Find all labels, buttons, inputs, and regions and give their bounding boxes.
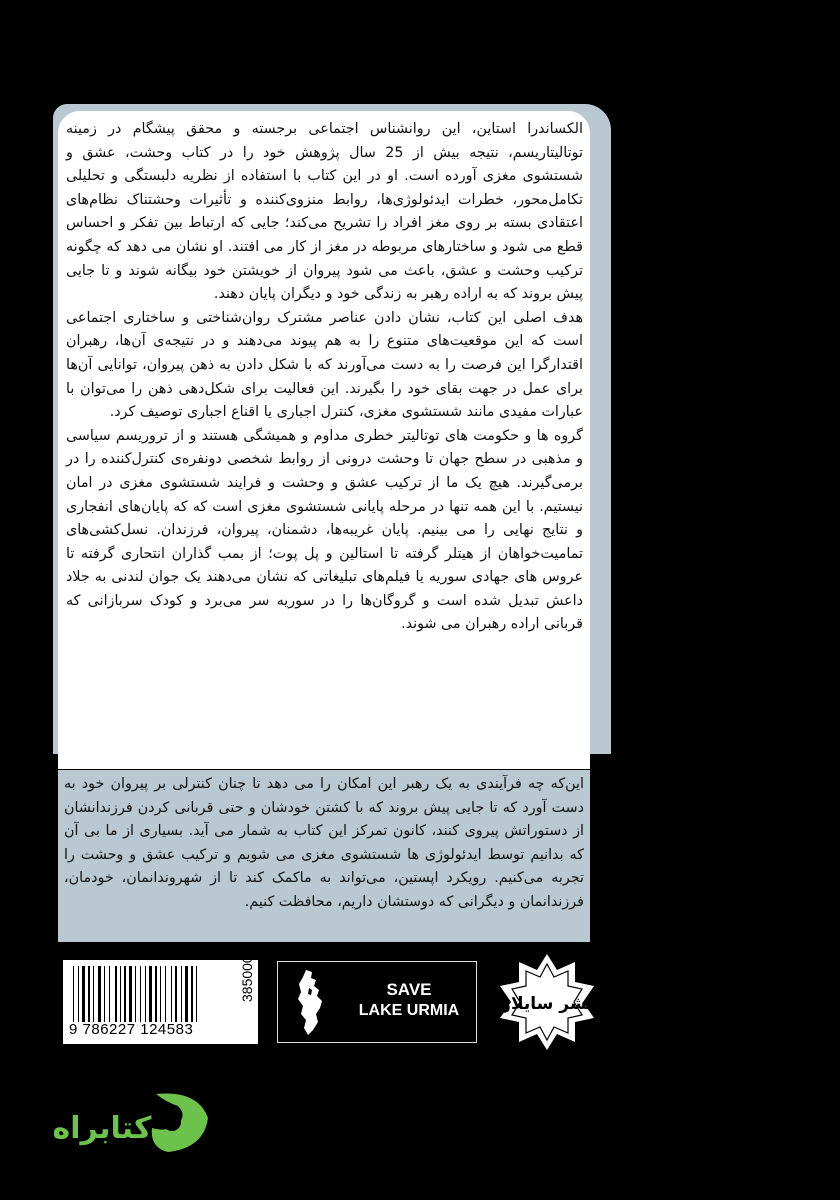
campaign-line-2: LAKE URMIA bbox=[358, 1002, 460, 1019]
highlight-paragraph: این‌که چه فرآیندی به یک رهبر این امکان را می دهد تا چنان کنترلی بر پیروان خود به دست آورد که تا جایی پیش بروند که با کشتن خودشان و حتی قربانی کردن فرزندانشان از دستوراتش پیروی کنند، کانون تمرکز این کتاب به شمار می آید. بسیاری از ما بی آن که بدانیم توسط ایدئولوژی ها شستشوی مغزی می شویم و ترکیب عشق و وحشت را تجربه می‌کنیم. رویکرد اپستین، می‌تواند به ماکمک کند تا از شهروندانمان، خودمان، فرزندانمان و دیگرانی که دوستشان داریم، محافظت کنیم. bbox=[64, 776, 584, 910]
description-text bbox=[66, 118, 583, 637]
ketabrah-leaf-icon bbox=[152, 1094, 208, 1153]
publisher-seal-icon bbox=[497, 952, 597, 1052]
paragraph-2: هدف اصلی این کتاب، نشان دادن عناصر مشترک روان‌شناختی و ساختاری اجتماعی است که این موقعیت‌های متنوع را به هم پیوند می‌دهند و در نتیجه‌ی آن‌ها، رهبران اقتدارگرا این فرصت را به دست می‌آورند که با شکل دادن به ذهن پیروان، توانایی آن‌ها برای عمل در جهت بقای خود را بگیرند. این فعالیت برای شکل‌دهی ذهن را می‌توان با عبارات مفیدی مانند شستشوی مغزی، کنترل اجباری یا اقناع اجباری توصیف کرد. bbox=[66, 309, 583, 421]
paragraph-1: الکساندرا استاین، این روانشناس اجتماعی برجسته و محقق پیشگام در زمینه توتالیتاریسم، نتیجه بیش از 25 سال پژوهش خود را در کتاب وحشت، عشق و شستشوی مغزی آورده است. او در این کتاب با استفاده از نظریه دلبستگی و تحلیلی تکامل‌محور، خطرات ایدئولوژی‌ها، روابط منزوی‌کننده و تأثیرات وحشتناک نظام‌های اعتقادی بسته بر روی مغز افراد را تشریح می‌کند؛ جایی که ارتباط بین تفکر و احساس قطع می شود و ساختارهای مربوطه در مغز از کار می افتند. او نشان می دهد که چگونه ترکیب وحشت و عشق، باعث می شود پیروان از خویشتن خود بیگانه شوند و تا جایی پیش بروند که به اراده رهبر به زندگی خود و دیگران پایان دهند. bbox=[66, 121, 583, 303]
publisher-logo-text: نشر سایلاو bbox=[500, 994, 594, 1014]
isbn-number: 9 786227 124583 bbox=[69, 1021, 194, 1038]
isbn-barcode bbox=[63, 943, 258, 1044]
save-lake-urmia-badge bbox=[277, 961, 477, 1043]
ketabrah-logo-text: کتابراه bbox=[52, 1111, 152, 1146]
publisher-logo bbox=[497, 952, 597, 1056]
campaign-line-1: SAVE bbox=[386, 980, 432, 999]
ketabrah-logo bbox=[38, 1088, 218, 1162]
price-label: 385000 T bbox=[239, 943, 255, 1002]
barcode-bars bbox=[71, 966, 236, 1022]
paragraph-3: گروه ها و حکومت های توتالیتر خطری مداوم و همیشگی هستند و از تروریسم سیاسی و مذهبی در سطح جهان تا وحشت درونی از روابط شخصی دونفره‌ی کنترل‌کننده را در برمی‌گیرند. هیچ یک ما از ترکیب عشق و وحشت و فرایند شستشوی مغزی در امان نیستیم. با این همه تنها در مرحله پایانی شستشوی مغزی است که که پایان‌های انفجاری و نتایج نهایی را می بینیم. پایان غریبه‌ها، دشمنان، پیروان، فرزندان. نسل‌کشی‌های تمامیت‌خواهان از هیتلر گرفته تا استالین و پل پوت؛ از بمب گذاران انتحاری گرفته تا عروس های جهادی سوریه یا فیلم‌های تبلیغاتی که نشان می‌دهند یک جوان لندنی به جلاد داعش تبدیل شده است و گروگان‌ها را در سوریه سر می‌برد و کودک سربازانی که قربانی اراده رهبران می شوند. bbox=[66, 427, 583, 633]
lake-urmia-map-icon bbox=[292, 968, 336, 1038]
